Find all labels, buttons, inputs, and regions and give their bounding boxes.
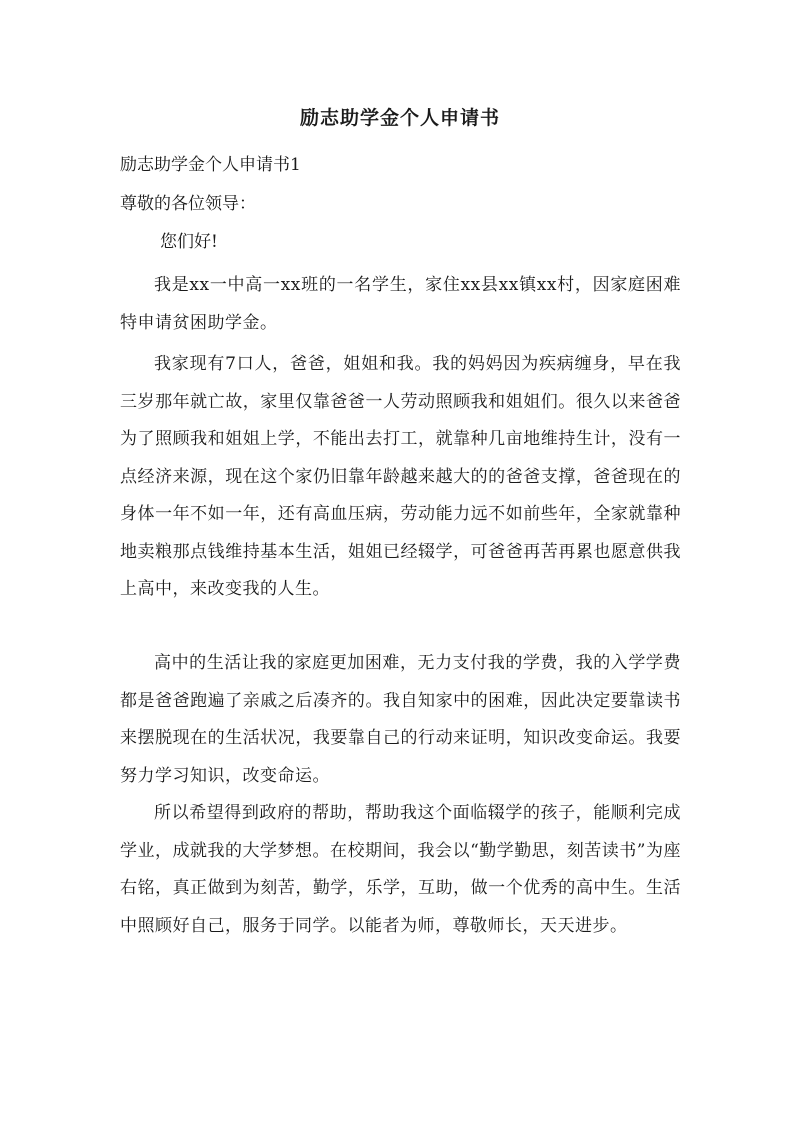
document-title: 励志助学金个人申请书 xyxy=(299,107,500,129)
paragraph-2: 我家现有7口人，爸爸，姐姐和我。我的妈妈因为疾病缠身，早在我三岁那年就亡故，家里仅靠爸爸一人劳动照顾我和姐姐们。很久以来爸爸为了照顾我和姐姐上学，不能出去打工，就靠种几亩地维持生计，没有一点经济来源，现在这个家仍旧靠年龄越来越大的的爸爸支撑，爸爸现在的身体一年不如一年，还有高血压病，劳动能力远不如前些年，全家就靠种地卖粮那点钱维持基本生活，姐姐已经辍学，可爸爸再苦再累也愿意供我上高中，来改变我的人生。 xyxy=(120,354,681,599)
salutation: 尊敬的各位领导： xyxy=(120,194,256,214)
paragraph-4: 所以希望得到政府的帮助，帮助我这个面临辍学的孩子，能顺利完成学业，成就我的大学梦想。在校期间，我会以“勤学勤思，刻苦读书”为座右铭，真正做到为刻苦，勤学，乐学，互助，做一个优秀的高中生。生活中照顾好自己，服务于同学。以能者为师，尊敬师长，天天进步。 xyxy=(120,803,681,936)
greeting: 您们好! xyxy=(160,232,218,252)
document-subtitle: 励志助学金个人申请书1 xyxy=(120,155,301,175)
paragraph-1: 我是xx一中高一xx班的一名学生，家住xx县xx镇xx村，因家庭困难特申请贫困助学金。 xyxy=(120,275,681,333)
paragraph-3: 高中的生活让我的家庭更加困难，无力支付我的学费，我的入学学费都是爸爸跑遍了亲戚之后凑齐的。我自知家中的困难，因此决定要靠读书来摆脱现在的生活状况，我要靠自己的行动来证明，知识改变命运。我要努力学习知识，改变命运。 xyxy=(120,653,681,786)
